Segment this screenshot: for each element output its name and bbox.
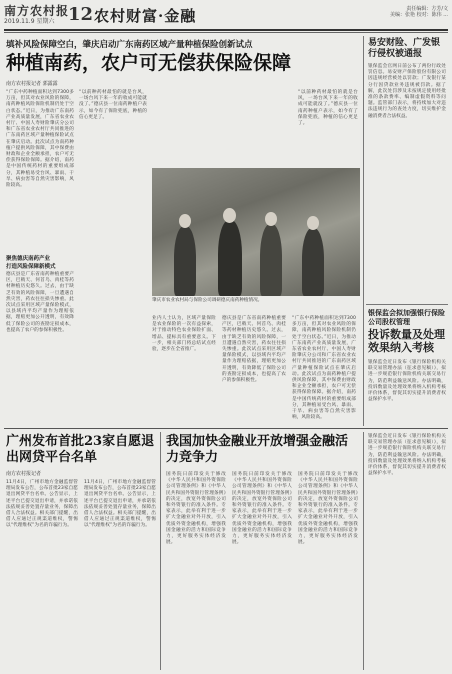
photo-person-head: [223, 208, 236, 223]
lead-body-col3: 业内人士认为，区域产量保险是农业保险的一次有益探索，对于推动特色农业保险扩面、增品、提标具有重要意义。下一步，相关部门将总结试点经验，逐步在全省推广。: [152, 316, 216, 353]
bottom-left-body-col1: 11月4日，广州市地方金融监督管理局发布公告，公布首批23家自愿退出网贷平台名单。公告显示，上述平台已提交退出申请，并承诺依法依规妥善处置存量业务，保障出借人合法权益。相关部门提醒，出借人应通过正规渠道维权，警惕以“代理维权”为名的诈骗行为。: [6, 480, 78, 529]
bottom-right-body-col3: 国务院日前印发关于修改《中华人民共和国外资保险公司管理条例》和《中华人民共和国外资银行管理条例》的决定，放宽外资保险公司和外资银行的准入条件。专家表示，此举有利于进一步扩大金融业对外开放，引入优质外资金融机构，增强我国金融业的活力和国际竞争力，更好服务实体经济发展。: [298, 472, 358, 546]
lead-subhead-2: 打造风险保障新模式: [6, 264, 56, 270]
page-number: 12: [68, 4, 94, 25]
section-title: 农村财富·金融: [94, 7, 197, 25]
bottom-right-body-col2: 国务院日前印发关于修改《中华人民共和国外资保险公司管理条例》和《中华人民共和国外资银行管理条例》的决定，放宽外资保险公司和外资银行的准入条件。专家表示，此举有利于进一步扩大金融业对外开放，引入优质外资金融机构，增强我国金融业的活力和国际竞争力，更好服务实体经济发展。: [232, 472, 292, 546]
bottom-right-headline: 我国加快金融业开放增强金融活力竞争力: [166, 434, 349, 465]
sidebar-divider: [366, 304, 448, 305]
lead-photo: [152, 168, 360, 296]
bottom-left-headline: 广州发布首批23家自愿退出网贷平台名单: [6, 434, 155, 465]
bottom-right-body-col1: 国务院日前印发关于修改《中华人民共和国外资保险公司管理条例》和《中华人民共和国外资银行管理条例》的决定，放宽外资保险公司和外资银行的准入条件。专家表示，此举有利于进一步扩大金融业对外开放，引入优质外资金融机构，增强我国金融业的活力和国际竞争力，更好服务实体经济发展。: [166, 472, 226, 546]
photo-person: [174, 226, 196, 296]
sidebar-body: 银保监会官网日前公布了两份行政处罚信息。易安财产保险股份有限公司因违规经营被处以罚款；广发银行某分行因贷款业务违规被罚款。据了解，此次处罚涉及未按规定使用经批准的条款费率、编制虚假资料等问题。监管部门表示，将持续加大对违法违规行为的查处力度，切实维护金融消费者合法权益。: [368, 64, 446, 119]
sidebar-headline: 易安财险、广发银行侵权被通报: [368, 38, 441, 59]
photo-person: [218, 220, 242, 296]
photo-person-head: [179, 214, 191, 228]
lead-headline: 种植南药，农户可无偿获保险保障: [6, 52, 292, 74]
lead-body-col6: “以前种药材最怕的就是台风，一场台风下来一年的收成可能就没了。”德庆县一位南药种植户表示，如今有了保险兜底，种植的信心更足了。: [298, 90, 358, 127]
sidebar-body-2: 银保监会近日发布《银行保险机构关联交易管理办法（征求意见稿）》，拟进一步规范银行保险机构关联交易行为，防范利益输送风险。办法明确，投诉数量及处理效果将纳入机构考核评价体系，督促其切实提升消费者权益保护水平。: [368, 360, 446, 403]
page-header: [4, 2, 448, 28]
lead-body-col1b: 德庆县是广东省南药种植重要产区，巴戟天、何首乌、肉桂等药材种植历史悠久。过去，由于缺乏有效的风险保障，一旦遭遇自然灾害，药农往往损失惨重。此次试点采用区域产量保险模式，以县域内平均产量作为理赔依据，理赔更加公开透明，有效降低了保险公司的查勘定损成本，也提高了农户的参保积极性。: [6, 272, 74, 333]
bottom-separator: [4, 428, 448, 429]
photo-caption: 肇庆市农业农村局与保险公司调研德庆南药种植情况。: [152, 298, 263, 303]
bottom-rule-1: [160, 432, 161, 670]
bottom-rule-2: [363, 432, 364, 670]
lead-body-col2: “以前种药材最怕的就是台风，一场台风下来一年的收成可能就没了。”德庆县一位南药种植户表示，如今有了保险兜底，种植的信心更足了。: [79, 90, 147, 120]
bottom-left-byline: 南方农村报记者: [6, 471, 42, 477]
issue-date: 2019.11.9 星期六: [4, 18, 55, 25]
bottom-left-body-col2: 11月4日，广州市地方金融监督管理局发布公告，公布首批23家自愿退出网贷平台名单。公告显示，上述平台已提交退出申请，并承诺依法依规妥善处置存量业务，保障出借人合法权益。相关部门提醒，出借人应通过正规渠道维权，警惕以“代理维权”为名的诈骗行为。: [84, 480, 156, 529]
photo-person-head: [265, 212, 277, 226]
sidebar-rule: [363, 36, 364, 426]
sidebar-headline-2: 银保监会拟加强银行保险公司股权管理: [368, 308, 445, 326]
header-rule: [4, 29, 448, 31]
sidebar-headline-3: 投诉数量及处理效果纳入考核: [368, 328, 445, 354]
sidebar-body-continued: 银保监会近日发布《银行保险机构关联交易管理办法（征求意见稿）》，拟进一步规范银行保险机构关联交易行为，防范利益输送风险。办法明确，投诉数量及处理效果将纳入机构考核评价体系，督促其切实提升消费者权益保护水平。: [368, 434, 446, 477]
editor-credits: 责任编辑：方芳/文 美编：张艳 校对：陈伟 ...: [390, 6, 448, 18]
lead-kicker: 填补风险保障空白，肇庆启动广东南药区域产量种植保险创新试点: [6, 40, 253, 50]
photo-person: [302, 228, 324, 296]
lead-body-col5: “广东中药种植面积达到7300多万亩，但其对农业风险的保障，南药种植风险保险机制仍处于空白状态。”近日，为推动广东南药产业高质量发展，广东省农业农村厅、中国人寿财险肇庆分公司和广东省农业农村厅共同推进的广东南药区域产量种植保险试点在肇庆启动。此次试点为南药种植户提供风险保障，其中保费由财政和企业全额承担，农户可无偿获得保险保障。据介绍，南药是中国传统药材的重要组成部分，其种植易受台风、暴雨、干旱、病虫害等自然灾害影响，风险较高。: [292, 316, 356, 421]
lead-body-col4: 德庆县是广东省南药种植重要产区，巴戟天、何首乌、肉桂等药材种植历史悠久。过去，由于缺乏有效的风险保障，一旦遭遇自然灾害，药农往往损失惨重。此次试点采用区域产量保险模式，以县域内平均产量作为理赔依据，理赔更加公开透明，有效降低了保险公司的查勘定损成本，也提高了农户的参保积极性。: [222, 316, 286, 384]
photo-person: [260, 224, 282, 296]
masthead-logo: 南方农村报: [4, 4, 70, 18]
lead-byline: 南方农村报记者 郭露露: [6, 81, 58, 87]
lead-body-col1: “广东中药种植面积达到7300多万亩，但其对农业风险的保障，南药种植风险保险机制仍处于空白状态。”近日，为推动广东南药产业高质量发展，广东省农业农村厅、中国人寿财险肇庆分公司和广东省农业农村厅共同推进的广东南药区域产量种植保险试点在肇庆启动。此次试点为南药种植户提供风险保障，其中保费由财政和企业全额承担，农户可无偿获得保险保障。据介绍，南药是中国传统药材的重要组成部分，其种植易受台风、暴雨、干旱、病虫害等自然灾害影响，风险较高。: [6, 90, 74, 189]
photo-person-head: [307, 216, 319, 230]
lead-subhead-1: 聚焦德庆南药产业: [6, 256, 51, 262]
header-rule-thin: [4, 32, 448, 33]
